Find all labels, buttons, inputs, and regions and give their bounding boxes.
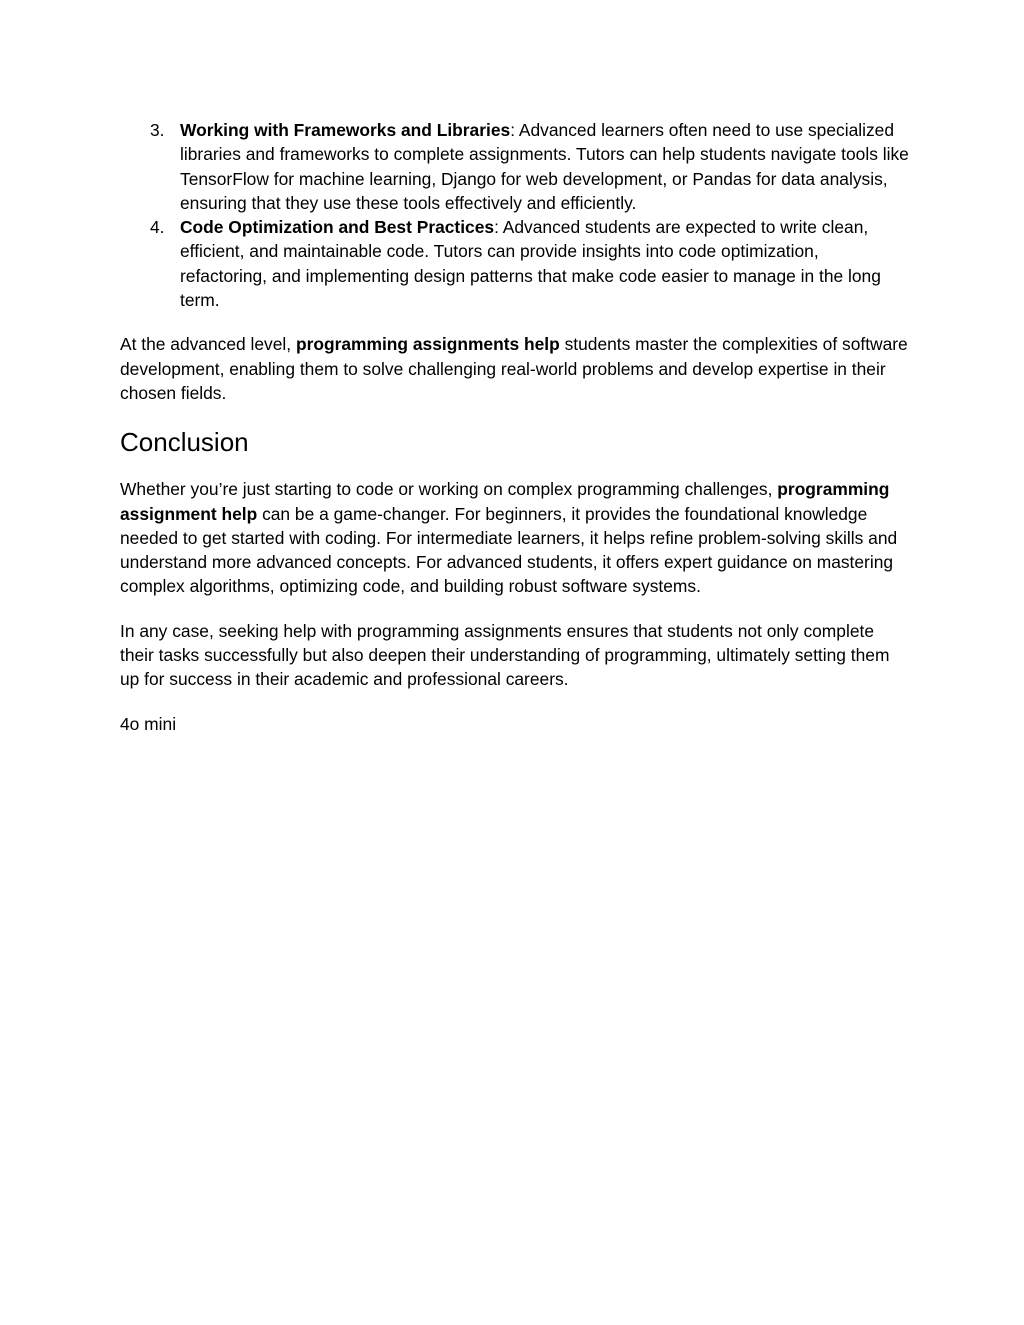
list-item-number: 3. [150, 120, 165, 140]
list-item-text: : Advanced students are expected to write clean, efficient, and maintainable code. Tutors can provide insights into code optimization, refactoring, and implementing design patterns that make code easier to manage in the long term. [180, 217, 881, 311]
list-item [120, 118, 910, 215]
conclusion-paragraph-2: In any case, seeking help with programming assignments ensures that students not only complete their tasks successfully but also deepen their understanding of programming, ultimately setting them up for success in their academic and professional careers. [120, 620, 890, 690]
advanced-summary-paragraph [120, 332, 910, 405]
list-item-title: Working with Frameworks and Libraries [180, 120, 511, 140]
list-item-text: : Advanced learners often need to use specialized libraries and frameworks to complete assignments. Tutors can help students navigate tools like TensorFlow for machine learning, Django for web development, or Pandas for data analysis, ensuring that they use these tools effectively and efficiently. [180, 120, 909, 213]
model-note: 4o mini [120, 713, 177, 734]
summary-text-after: students master the complexities of software development, enabling them to solve challenging real-world problems and develop expertise in their chosen fields. [120, 334, 908, 403]
conclusion-paragraph-1 [120, 477, 910, 598]
conclusion-bold-phrase: programming assignment help [120, 479, 890, 524]
summary-text-before: At the advanced level, [120, 334, 296, 355]
summary-bold-phrase: programming assignments help [295, 334, 560, 355]
list-item-title: Code Optimization and Best Practices [180, 217, 495, 238]
list-item-number: 4. [150, 217, 165, 238]
conclusion-text-before: Whether you’re just starting to code or working on complex programming challenges, [120, 479, 778, 500]
conclusion-heading: Conclusion [120, 427, 249, 458]
conclusion-text-after: can be a game-changer. For beginners, it provides the foundational knowledge needed to get started with coding. For intermediate learners, it helps refine problem-solving skills and understand more advanced concepts. For advanced students, it offers expert guidance on mastering complex algorithms, optimizing code, and building robust software systems. [120, 503, 898, 597]
document-body [120, 118, 910, 736]
advanced-topics-list [120, 118, 910, 312]
list-item [120, 215, 910, 312]
